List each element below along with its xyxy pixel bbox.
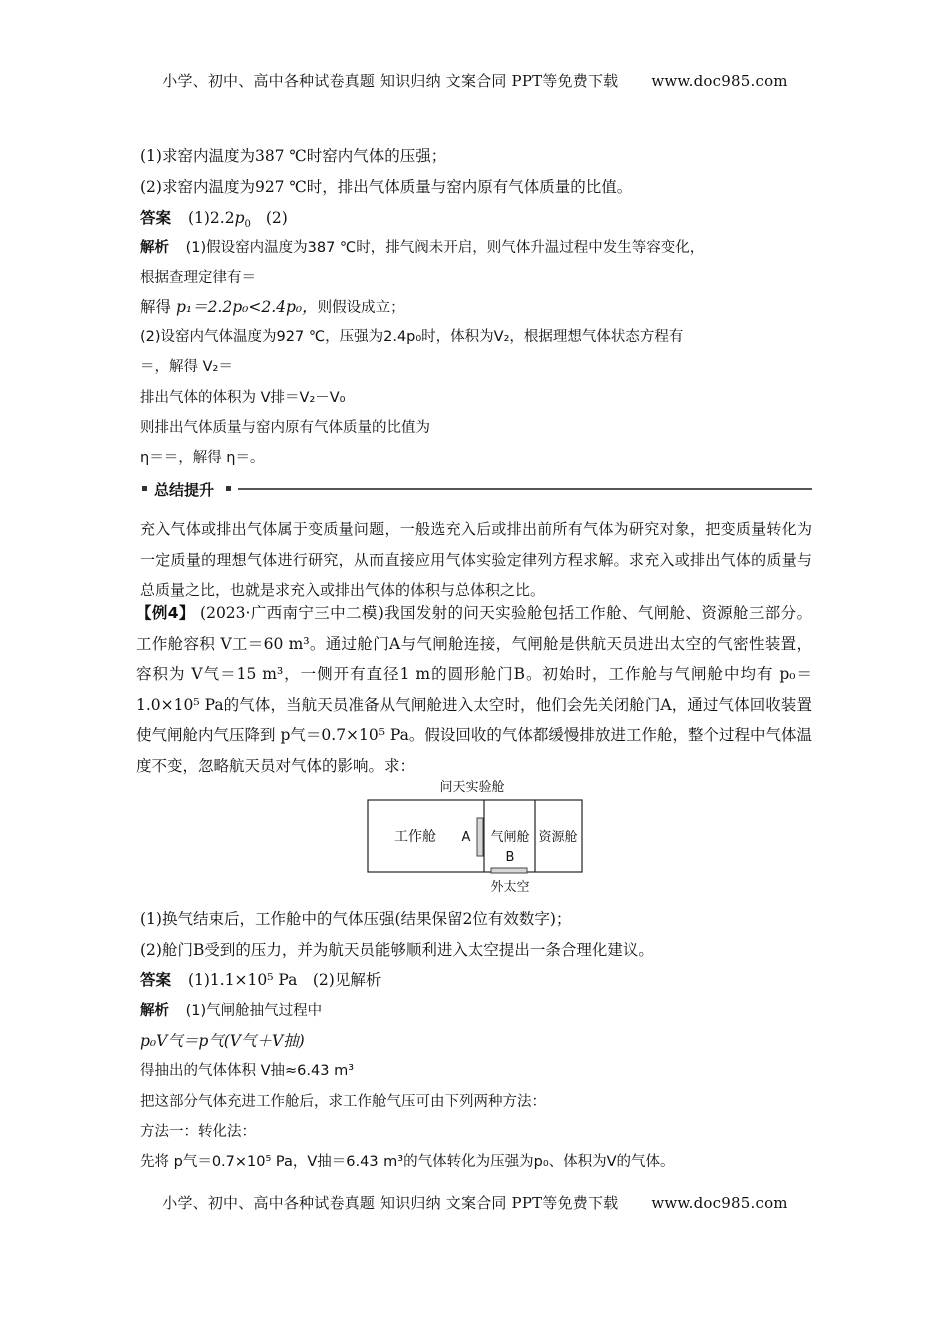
- analysis-step-6: 排出气体的体积为 V排＝V₂－V₀: [140, 390, 346, 406]
- analysis-label: 解析: [140, 240, 169, 256]
- analysis-line-1: [140, 238, 704, 258]
- analysis-step-7: 则排出气体质量与窑内原有气体质量的比值为: [140, 420, 430, 436]
- example-4-answer-label: 答案: [140, 971, 172, 989]
- cabin-diagram: [360, 778, 590, 896]
- example-4-question-2: (2)舱门B受到的压力，并为航天员能够顺利进入太空提出一条合理化建议。: [140, 941, 654, 959]
- diagram-bottom-label: 外太空: [490, 880, 530, 895]
- page-header: [0, 70, 950, 91]
- example-4-answer-line: [140, 970, 381, 990]
- question-2: (2)求窑内温度为927 ℃时，排出气体质量与窑内原有气体质量的比值。: [140, 178, 633, 196]
- answer-line: [140, 208, 288, 235]
- diagram-top-label: 问天实验舱: [439, 780, 505, 795]
- analysis-step-3-post: 则假设成立；: [317, 300, 405, 316]
- example-4-analysis-1: (1)气闸舱抽气过程中: [185, 1003, 323, 1019]
- summary-bullet-left: [142, 486, 147, 491]
- summary-title: 总结提升: [154, 481, 215, 499]
- summary-header: [140, 479, 812, 499]
- header-text: 小学、初中、高中各种试卷真题 知识归纳 文案合同 PPT等免费下载: [162, 72, 619, 90]
- page-footer: [0, 1192, 950, 1213]
- cabin-diagram-svg: [360, 778, 590, 896]
- summary-bullet-right: [226, 486, 231, 491]
- answer-label: 答案: [140, 209, 172, 227]
- diagram-resource-cabin: 资源舱: [538, 830, 578, 845]
- example-4-analysis-5: 方法一：转化法：: [140, 1124, 256, 1140]
- analysis-step-5: ＝，解得 V₂＝: [140, 359, 233, 375]
- example-4-analysis-line-1: [140, 1001, 322, 1021]
- question-1: (1)求窑内温度为387 ℃时窑内气体的压强；: [140, 147, 447, 165]
- footer-text: 小学、初中、高中各种试卷真题 知识归纳 文案合同 PPT等免费下载: [162, 1194, 619, 1212]
- answer-part1-sub: 0: [244, 219, 251, 231]
- example-4-analysis-2: p₀V气＝p气(V气＋V抽): [140, 1032, 305, 1050]
- analysis-line-3: [140, 297, 405, 318]
- example-4-answer-text: (1)1.1×10⁵ Pa (2)见解析: [187, 971, 382, 989]
- example-4-analysis-3: 得抽出的气体体积 V抽≈6.43 m³: [140, 1063, 355, 1079]
- analysis-step-8: η＝＝，解得 η＝。: [140, 450, 265, 466]
- door-a-shape: [477, 818, 483, 856]
- example-4-question-1: (1)换气结束后，工作舱中的气体压强(结果保留2位有效数字)；: [140, 910, 572, 928]
- diagram-work-cabin: 工作舱: [394, 829, 436, 845]
- example-4-label: 【例4】: [136, 604, 195, 622]
- diagram-airlock: 气闸舱: [490, 830, 530, 845]
- diagram-door-a: A: [461, 830, 471, 845]
- analysis-step-2: 根据查理定律有＝: [140, 270, 256, 286]
- answer-part1: (1)2.2: [187, 209, 235, 227]
- example-4-body: (2023·广西南宁三中二模)我国发射的问天实验舱包括工作舱、气闸舱、资源舱三部分。工作舱容积 V工＝60 m³。通过舱门A与气闸舱连接，气闸舱是供航天员进出太空的气密性装置，容积为 V气＝15 m³，一侧开有直径1 m的圆形舱门B。初始时，工作舱与气闸舱中均有 p₀＝1.0×10⁵ Pa的气体，当航天员准备从气闸舱进入太空时，他们会先关闭舱门A，通过气体回收装置使气闸舱内气压降到 p气＝0.7×10⁵ Pa。假设回收的气体都缓慢排放进工作舱，整个过程中气体温度不变，忽略航天员对气体的影响。求：: [136, 604, 812, 775]
- diagram-door-b: B: [505, 850, 515, 865]
- answer-part2: (2): [265, 209, 288, 227]
- analysis-step-1: (1)假设窑内温度为387 ℃时，排气阀未开启，则气体升温过程中发生等容变化，: [185, 240, 705, 256]
- footer-site-link[interactable]: www.doc985.com: [651, 1194, 788, 1212]
- analysis-step-3-formula: p₁＝2.2p₀<2.4p₀，: [175, 298, 318, 316]
- header-site-link[interactable]: www.doc985.com: [651, 72, 788, 90]
- example-4-text: [136, 598, 812, 781]
- example-4-analysis-4: 把这部分气体充进工作舱后，求工作舱气压可由下列两种方法：: [140, 1094, 546, 1110]
- door-b-shape: [491, 868, 527, 873]
- example-4-analysis-label: 解析: [140, 1003, 169, 1019]
- example-4-analysis-6: 先将 p气＝0.7×10⁵ Pa，V抽＝6.43 m³的气体转化为压强为p₀、体积为V的气体。: [140, 1154, 675, 1170]
- summary-rule: [238, 488, 812, 490]
- analysis-step-4: (2)设窑内气体温度为927 ℃，压强为2.4p₀时，体积为V₂，根据理想气体状态方程有: [140, 329, 684, 345]
- analysis-step-3-pre: 解得: [140, 298, 176, 316]
- summary-body: 充入气体或排出气体属于变质量问题，一般选充入后或排出前所有气体为研究对象，把变质量转化为一定质量的理想气体进行研究，从而直接应用气体实验定律列方程求解。求充入或排出气体的质量与总质量之比，也就是求充入或排出气体的体积与总体积之比。: [140, 520, 812, 599]
- answer-part1-var: p: [234, 209, 245, 227]
